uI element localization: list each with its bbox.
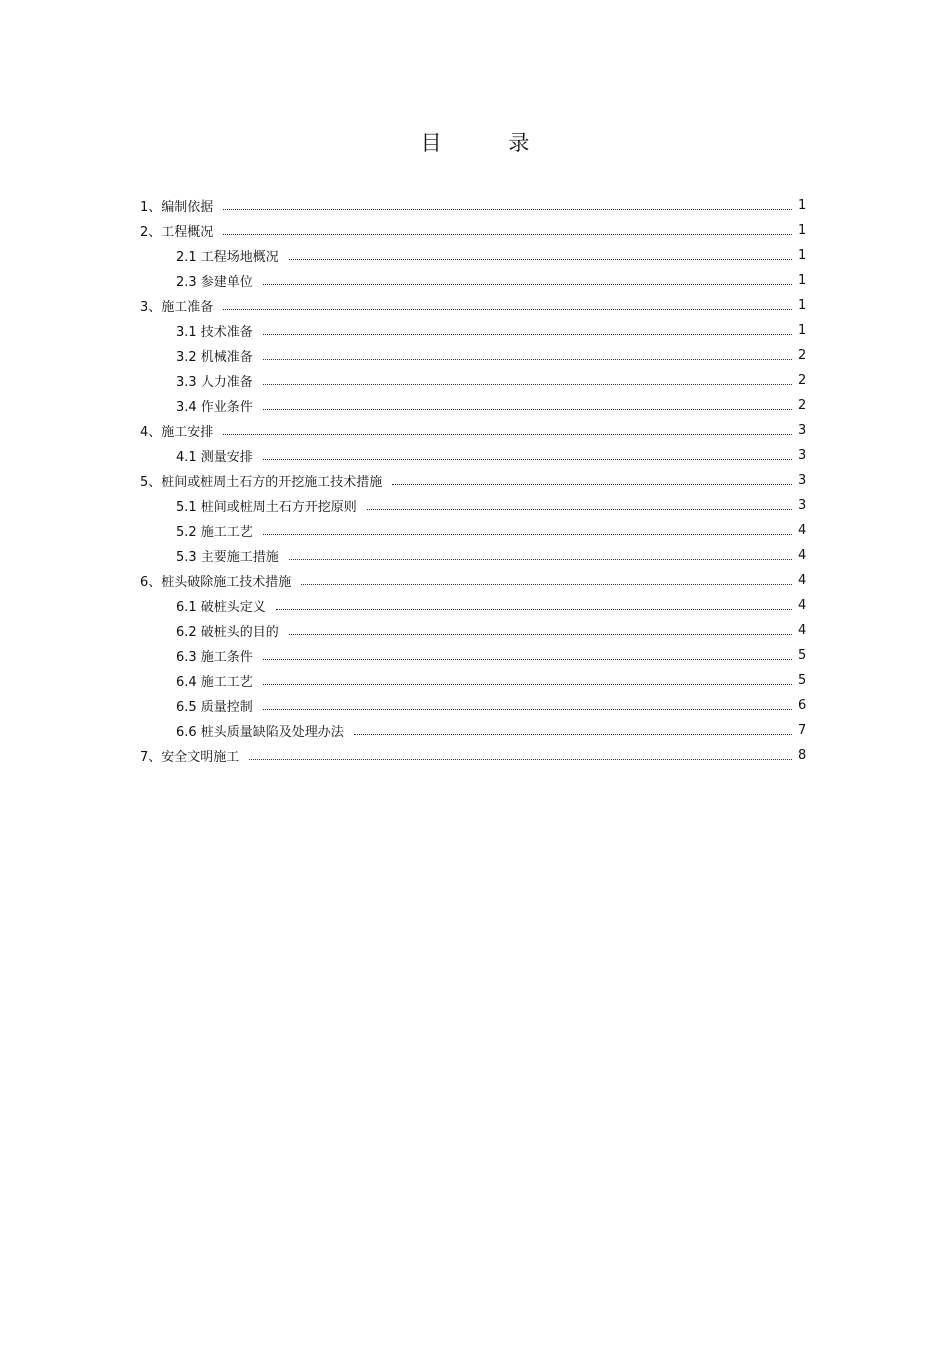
- toc-entry-page-number: 5: [798, 673, 807, 688]
- dot-leader: [223, 434, 792, 435]
- dot-leader: [223, 309, 792, 310]
- toc-entry-page-number: 4: [798, 623, 807, 638]
- dot-leader: [263, 709, 792, 710]
- toc-entry[interactable]: [140, 543, 806, 568]
- toc-entry-label: 2.3 参建单位: [176, 275, 253, 290]
- toc-entry-label: 4.1 测量安排: [176, 450, 253, 465]
- toc-entry[interactable]: [140, 718, 806, 743]
- toc-entry-label: 6.6 桩头质量缺陷及处理办法: [176, 725, 344, 740]
- toc-entry-page-number: 4: [798, 548, 807, 563]
- toc-entry-label: 5.2 施工工艺: [176, 525, 253, 540]
- page-title: 目 录: [420, 131, 560, 155]
- dot-leader: [223, 234, 792, 235]
- toc-entry-label: 4、施工安排: [140, 425, 214, 440]
- toc-entry[interactable]: [140, 318, 806, 343]
- toc-entry[interactable]: [140, 743, 806, 768]
- toc-entry-page-number: 4: [798, 598, 807, 613]
- dot-leader: [263, 659, 792, 660]
- toc-entry-page-number: 1: [798, 323, 807, 338]
- dot-leader: [263, 334, 792, 335]
- toc-entry[interactable]: [140, 493, 806, 518]
- toc-entry-label: 3、施工准备: [140, 300, 214, 315]
- toc-entry-page-number: 1: [798, 198, 807, 213]
- toc-entry[interactable]: [140, 193, 806, 218]
- toc-entry-label: 1、编制依据: [140, 200, 214, 215]
- toc-entry-label: 5.1 桩间或桩周土石方开挖原则: [176, 500, 357, 515]
- toc-entry[interactable]: [140, 218, 806, 243]
- toc-entry[interactable]: [140, 568, 806, 593]
- toc-entry-page-number: 3: [798, 498, 807, 513]
- toc-entry-page-number: 1: [798, 248, 807, 263]
- toc-entry[interactable]: [140, 443, 806, 468]
- toc-entry-page-number: 2: [798, 398, 807, 413]
- toc-entry-page-number: 2: [798, 373, 807, 388]
- toc-entry[interactable]: [140, 468, 806, 493]
- dot-leader: [263, 409, 792, 410]
- dot-leader: [263, 359, 792, 360]
- toc-entry-page-number: 1: [798, 273, 807, 288]
- dot-leader: [289, 259, 792, 260]
- dot-leader: [367, 509, 792, 510]
- toc-entry[interactable]: [140, 243, 806, 268]
- toc-entry-label: 5、桩间或桩周土石方的开挖施工技术措施: [140, 475, 383, 490]
- toc-entry-page-number: 2: [798, 348, 807, 363]
- toc-entry[interactable]: [140, 693, 806, 718]
- toc-entry-label: 6、桩头破除施工技术措施: [140, 575, 292, 590]
- toc-entry[interactable]: [140, 643, 806, 668]
- toc-entry-page-number: 3: [798, 448, 807, 463]
- dot-leader: [289, 559, 792, 560]
- toc-entry-page-number: 3: [798, 473, 807, 488]
- toc-entry-label: 3.2 机械准备: [176, 350, 253, 365]
- toc-entry-label: 6.4 施工工艺: [176, 675, 253, 690]
- toc-entry-label: 3.1 技术准备: [176, 325, 253, 340]
- toc-entry-label: 3.4 作业条件: [176, 400, 253, 415]
- toc-entry-page-number: 3: [798, 423, 807, 438]
- toc-entry-label: 6.2 破桩头的目的: [176, 625, 279, 640]
- toc-entry[interactable]: [140, 593, 806, 618]
- dot-leader: [301, 584, 792, 585]
- toc-entry-label: 3.3 人力准备: [176, 375, 253, 390]
- toc-entry-label: 6.1 破桩头定义: [176, 600, 266, 615]
- dot-leader: [263, 384, 792, 385]
- dot-leader: [263, 534, 792, 535]
- table-of-contents: [140, 193, 806, 768]
- toc-entry-page-number: 4: [798, 523, 807, 538]
- toc-entry[interactable]: [140, 618, 806, 643]
- toc-entry[interactable]: [140, 518, 806, 543]
- toc-entry[interactable]: [140, 368, 806, 393]
- dot-leader: [263, 284, 792, 285]
- toc-entry-label: 2、工程概况: [140, 225, 214, 240]
- dot-leader: [249, 759, 792, 760]
- toc-entry-page-number: 7: [798, 723, 807, 738]
- toc-entry-page-number: 5: [798, 648, 807, 663]
- toc-entry-label: 7、安全文明施工: [140, 750, 240, 765]
- toc-entry-page-number: 1: [798, 223, 807, 238]
- dot-leader: [392, 484, 792, 485]
- toc-entry-label: 2.1 工程场地概况: [176, 250, 279, 265]
- toc-entry[interactable]: [140, 293, 806, 318]
- toc-entry[interactable]: [140, 393, 806, 418]
- dot-leader: [223, 209, 792, 210]
- toc-entry-page-number: 8: [798, 748, 807, 763]
- toc-entry-page-number: 6: [798, 698, 807, 713]
- dot-leader: [276, 609, 792, 610]
- dot-leader: [263, 684, 792, 685]
- toc-entry-label: 6.5 质量控制: [176, 700, 253, 715]
- toc-entry[interactable]: [140, 268, 806, 293]
- toc-entry-label: 6.3 施工条件: [176, 650, 253, 665]
- toc-entry-page-number: 4: [798, 573, 807, 588]
- dot-leader: [263, 459, 792, 460]
- dot-leader: [289, 634, 792, 635]
- toc-entry[interactable]: [140, 343, 806, 368]
- toc-entry-label: 5.3 主要施工措施: [176, 550, 279, 565]
- toc-entry[interactable]: [140, 668, 806, 693]
- toc-entry[interactable]: [140, 418, 806, 443]
- dot-leader: [354, 734, 792, 735]
- toc-entry-page-number: 1: [798, 298, 807, 313]
